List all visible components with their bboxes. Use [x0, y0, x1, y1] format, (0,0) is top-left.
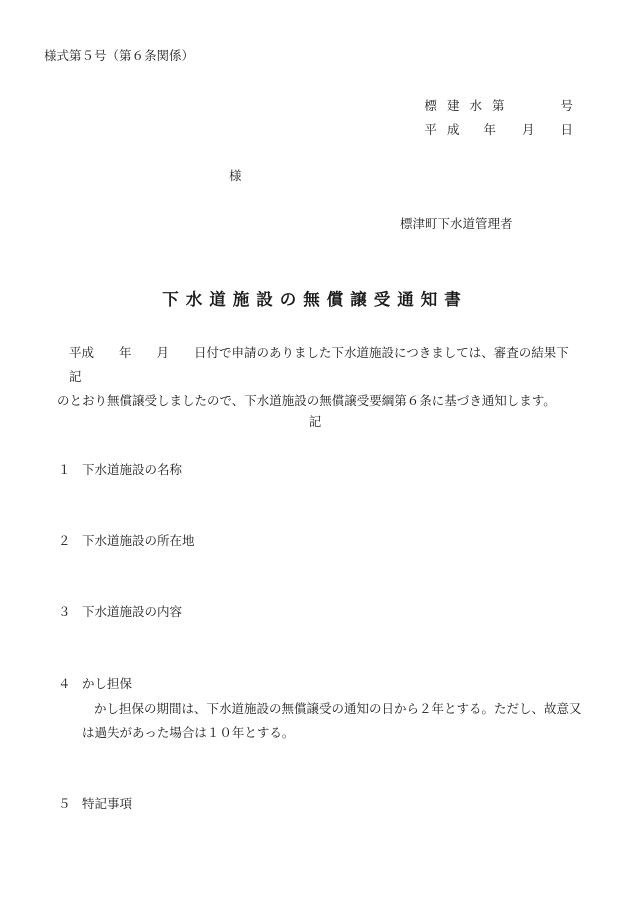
body-line: のとおり無償譲受しましたので、下水道施設の無償譲受要綱第６条に基づき通知します。 — [57, 393, 556, 408]
item-label: かし担保 — [82, 676, 133, 691]
list-item — [58, 460, 182, 478]
ref-char: 第 — [491, 98, 505, 113]
warranty-paragraph — [82, 697, 582, 745]
body-paragraph — [57, 341, 579, 413]
document-title: 下水道施設の無償譲受通知書 — [162, 290, 468, 309]
body-line: 平成 年 月 日付で申請のありました下水道施設につきましては、審査の結果下記 — [69, 345, 569, 384]
date-month: 月 — [521, 122, 535, 137]
item-label: 下水道施設の所在地 — [82, 533, 195, 548]
warranty-line: は過失があった場合は１０年とする。 — [82, 725, 295, 740]
list-item — [58, 674, 132, 692]
addressee-suffix: 様 — [229, 168, 242, 183]
date-char: 平 — [424, 122, 437, 137]
ref-char: 標 — [424, 98, 437, 113]
issuer-name: 標津町下水道管理者 — [400, 216, 513, 231]
item-label: 下水道施設の名称 — [82, 462, 183, 477]
ki-heading: 記 — [308, 414, 322, 429]
item-label: 特記事項 — [82, 796, 133, 811]
document-number-line — [424, 96, 573, 114]
list-item — [58, 794, 132, 812]
item-number: １ — [58, 462, 71, 477]
form-number: 様式第５号（第６条関係） — [44, 48, 195, 63]
ref-char: 建 — [446, 98, 460, 113]
item-number: ２ — [58, 533, 71, 548]
list-item — [58, 531, 195, 549]
ref-char: 号 — [560, 98, 573, 113]
item-number: ４ — [58, 676, 71, 691]
item-number: ５ — [58, 796, 71, 811]
date-line — [424, 120, 573, 138]
date-day: 日 — [560, 122, 573, 137]
date-char: 成 — [446, 122, 460, 137]
warranty-line: かし担保の期間は、下水道施設の無償譲受の通知の日から２年とする。ただし、故意又 — [94, 701, 582, 716]
ref-char: 水 — [469, 98, 482, 113]
list-item — [58, 602, 182, 620]
item-label: 下水道施設の内容 — [82, 604, 183, 619]
date-year: 年 — [483, 122, 496, 137]
item-number: ３ — [58, 604, 71, 619]
